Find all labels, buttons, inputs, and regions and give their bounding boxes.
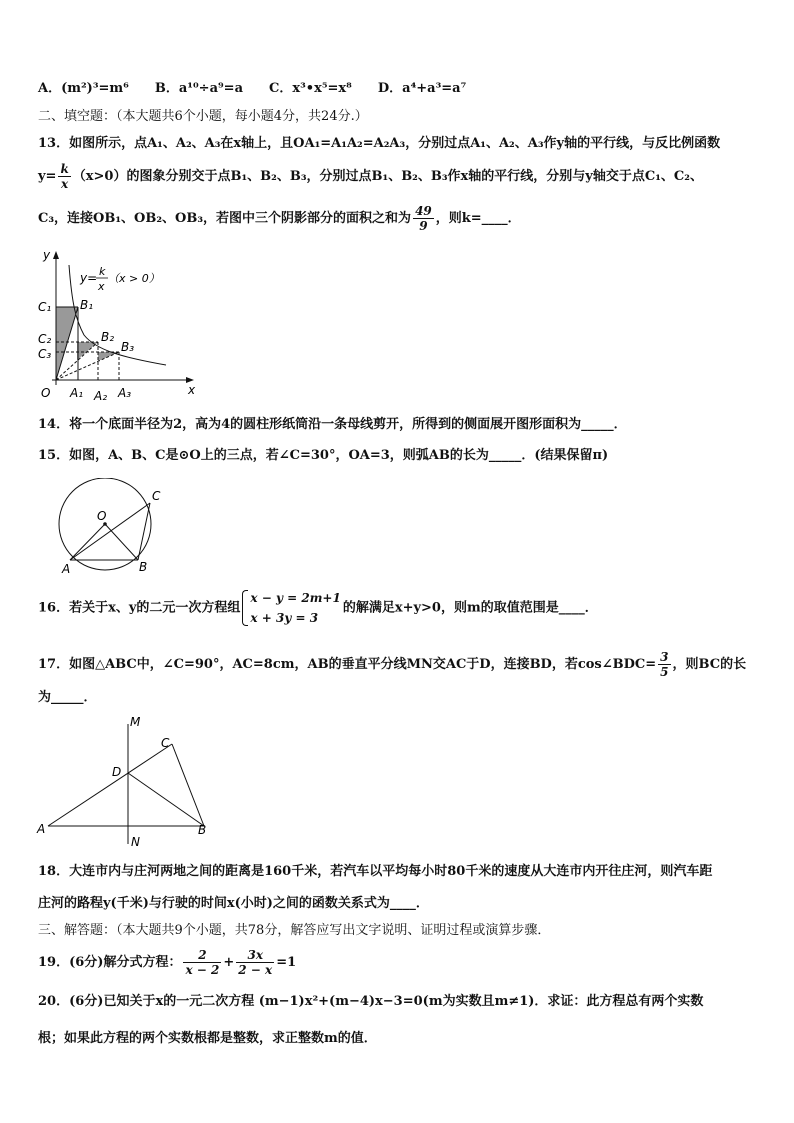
q13-func-denominator: x [61,177,69,191]
line-o-b3 [56,352,119,380]
q20-line2: 根；如果此方程的两个实数根都是整数，求正整数m的值． [38,1031,377,1046]
label-b1: B₁ [80,298,94,312]
q16 [38,588,598,629]
figure-q17 [34,712,214,852]
label-b3: B₃ [121,340,135,354]
q12-options: A．(m²)³=m⁶ B．a¹⁰÷a⁹=a C．x³•x⁵=x⁸ D．a⁴+a³=a⁷ [38,81,467,96]
label-b: B [139,560,148,574]
figure-q13 [36,245,206,405]
q13-func-fraction [58,162,70,191]
q19-fraction-1-numerator: 2 [183,948,221,963]
q16-text: 16．若关于x、y的二元一次方程组 [38,600,241,616]
q16-equation-2: x + 3y = 3 [250,611,319,625]
q20-line1: 20．(6分)已知关于x的一元二次方程 (m−1)x²+(m−4)x−3=0(m为实数且m≠1)．求证：此方程总有两个实数 [38,994,704,1009]
q17-cos-denominator: 5 [660,665,669,679]
q14: 14．将一个底面半径为2，高为4的圆柱形纸筒沿一条母线剪开，所得到的侧面展开图形面积为_____． [38,417,627,432]
q19-fraction-2 [236,948,274,977]
q19-fraction-1-denominator: x − 2 [185,963,220,977]
segment-ac [70,503,150,560]
label-a: A [37,822,46,836]
q19-fraction-2-denominator: 2 − x [238,963,273,977]
q19-fraction-1 [183,948,221,977]
q17-text: 17．如图△ABC中，∠C=90°，AC=8cm，AB的垂直平分线MN交AC于D，连接BD，若cos∠BDC= [38,657,657,672]
segment-ac [48,744,172,826]
q13-func-prefix: y= [38,169,57,184]
label-c: C [161,736,170,750]
y-axis-arrow [53,251,59,259]
q13-line1: 13．如图所示，点A₁、A₂、A₃在x轴上，且OA₁=A₁A₂=A₂A₃，分别过点A₁、A₂、A₃作y轴的平行线，与反比例函数 [38,136,721,151]
q13-line2-text: （x>0）的图象分别交于点B₁、B₂、B₃，分别过点B₁、B₂、B₃作x轴的平行线，分别与y轴交于点C₁、C₂、 [72,169,703,184]
q18-line1: 18．大连市内与庄河两地之间的距离是160千米，若汽车以平均每小时80千米的速度从大连市内开往庄河，则汽车距 [38,864,713,879]
q13-area-fraction [413,204,434,233]
q13-area-denominator: 9 [419,219,428,233]
label-n: N [131,835,140,849]
label-func-num: k [99,265,106,278]
q16-equation-1: x − y = 2m+1 [250,591,341,605]
label-c2: C₂ [38,332,52,346]
q19-text: 19．(6分)解分式方程： [38,955,182,970]
q19-plus: + [223,955,235,970]
segment-bd [128,773,204,826]
q19-fraction-2-numerator: 3x [236,948,274,963]
q13-line3-text: C₃，连接OB₁、OB₂、OB₃，若图中三个阴影部分的面积之和为 [38,211,412,226]
q13-func-numerator: k [60,162,69,176]
q19 [38,948,296,978]
segment-bc [138,503,150,560]
q16-text-end: 的解满足x+y>0，则m的取值范围是____． [342,600,598,616]
section2-heading: 二、填空题：（本大题共6个小题，每小题4分，共24分.） [38,109,368,124]
label-origin: O [41,386,51,400]
segment-ob [105,524,138,560]
label-func-den: x [98,280,105,293]
segment-bc [172,744,204,826]
q13-line3 [38,204,521,233]
label-x-axis: x [188,383,196,397]
q13-line2 [38,162,703,191]
label-a2: A₂ [94,389,108,403]
label-b: B [198,823,207,837]
q15: 15．如图，A、B、C是⊙O上的三点，若∠C=30°，OA=3，则弧AB的长为_____．(结果保留π) [38,448,609,463]
label-c: C [152,489,161,503]
q17-text-end: ，则BC的长 [672,657,747,672]
q16-equation-system [242,588,340,628]
q19-text-end: =1 [276,955,297,970]
section3-heading: 三、解答题：（本大题共9个小题，共78分，解答应写出文字说明、证明过程或演算步骤． [38,923,551,938]
q17-line1 [38,650,746,679]
label-a: A [62,562,71,576]
label-b2: B₂ [101,330,115,344]
label-func-cond: （x > 0） [108,272,160,285]
q13-area-numerator: 49 [415,204,432,218]
q17-cos-fraction [658,650,670,679]
label-o: O [97,509,107,523]
label-a3: A₃ [118,386,132,400]
segment-oa [70,524,105,560]
q17-cos-numerator: 3 [660,650,669,664]
label-c1: C₁ [38,300,52,314]
label-c3: C₃ [38,347,52,361]
label-func-prefix: y= [80,271,98,285]
figure-q15 [48,478,178,578]
label-d: D [112,765,122,779]
label-a1: A₁ [70,386,84,400]
q17-line2: 为_____． [38,690,97,705]
label-m: M [130,715,141,729]
label-y-axis: y [43,248,51,262]
q13-line3-end: ，则k=____． [435,211,521,226]
q18-line2: 庄河的路程y(千米)与行驶的时间x(小时)之间的函数关系式为____． [38,896,429,911]
